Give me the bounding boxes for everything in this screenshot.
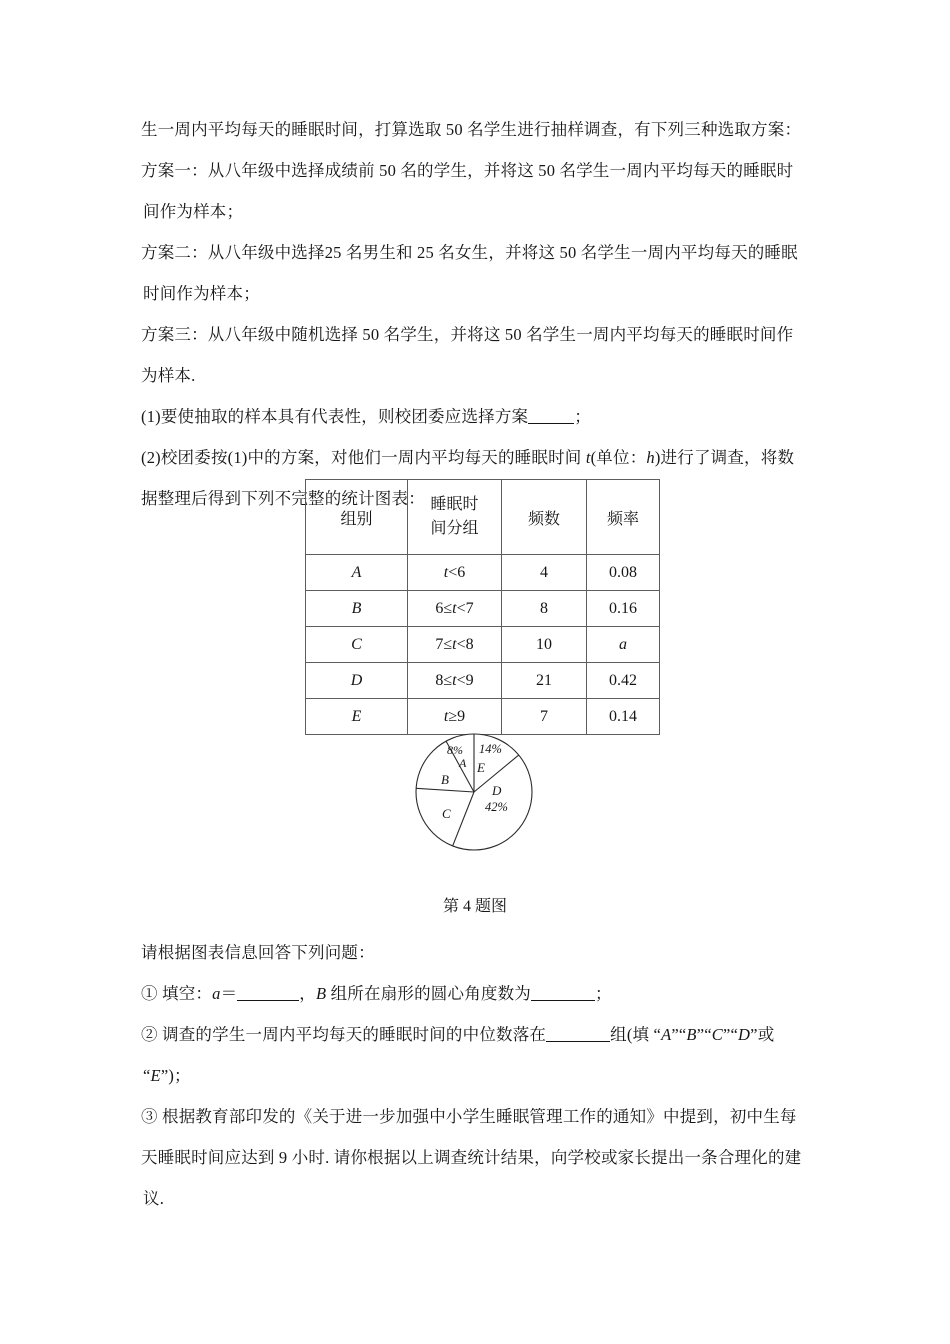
answer-blank-median-group[interactable]	[546, 1041, 610, 1042]
sub1-comma: ，	[299, 984, 316, 1003]
group-b-ref: B	[315, 984, 327, 1003]
variable-h: h	[646, 448, 655, 467]
cell-range	[408, 627, 502, 663]
range-op: <6	[448, 563, 466, 581]
cell-group: D	[306, 663, 408, 699]
sub-question-3-line-2: 天睡眠时间应达到 9 小时. 请你根据以上调查统计结果，向学校或家长提出一条合理化的建	[141, 1148, 802, 1167]
body-line-7: 为样本.	[141, 366, 196, 385]
pie-label-c: C	[442, 806, 451, 821]
pie-label-e: E	[477, 760, 485, 775]
body-line-5: 时间作为样本；	[143, 284, 260, 303]
cell-rate: 0.14	[587, 699, 660, 735]
range-lo: 6≤	[435, 599, 453, 617]
answer-prompt: 请根据图表信息回答下列问题：	[141, 943, 375, 962]
option-c: C	[711, 1025, 723, 1044]
cell-rate: a	[587, 627, 660, 663]
cell-group: C	[306, 627, 408, 663]
cell-group: B	[306, 591, 408, 627]
cell-rate: 0.08	[587, 555, 660, 591]
pie-chart	[415, 733, 533, 851]
sub1-equals: ＝	[220, 984, 238, 1003]
option-e: E	[150, 1066, 161, 1085]
question-2-line-1	[141, 450, 794, 467]
pie-label-e-percent: 14%	[479, 742, 502, 756]
answer-blank-angle[interactable]	[531, 1000, 595, 1001]
cell-range	[408, 591, 502, 627]
sub2-q2: ”“	[696, 1025, 712, 1044]
range-var: t	[452, 671, 457, 689]
sub1-prefix: ① 填空：	[141, 984, 213, 1003]
sub2-open-quote: “	[143, 1066, 151, 1085]
sub2-tail: ”或	[750, 1025, 775, 1044]
cell-range	[408, 663, 502, 699]
table-row	[306, 627, 660, 663]
question-1	[141, 409, 591, 426]
table-row	[306, 591, 660, 627]
body-line-2: 方案一：从八年级中选择成绩前 50 名的学生，并将这 50 名学生一周内平均每天的睡眠时	[141, 161, 794, 180]
statistics-table	[305, 479, 660, 735]
body-line-4: 方案二：从八年级中选择25 名男生和 25 名女生，并将这 50 名学生一周内平均每天的睡眠	[141, 243, 798, 262]
answer-blank-scheme[interactable]	[528, 423, 574, 424]
cell-count: 10	[502, 627, 587, 663]
sub-question-2-line-1	[141, 1027, 774, 1044]
sub1-suffix: ；	[595, 984, 612, 1003]
table-header-row	[306, 480, 660, 555]
table-row	[306, 699, 660, 735]
sub-question-2-line-2	[143, 1068, 191, 1085]
range-lo: 7≤	[435, 635, 453, 653]
cell-rate: 0.16	[587, 591, 660, 627]
pie-label-d: D	[492, 783, 502, 798]
table-header-group: 组别	[306, 480, 408, 555]
range-var: t	[443, 707, 449, 725]
question-1-suffix: ；	[574, 407, 591, 426]
cell-rate: 0.42	[587, 663, 660, 699]
table-row	[306, 663, 660, 699]
sub2-prefix: ② 调查的学生一周内平均每天的睡眠时间的中位数落在	[141, 1025, 547, 1044]
cell-count: 7	[502, 699, 587, 735]
answer-blank-a[interactable]	[237, 1000, 299, 1001]
question-2-line-2: 据整理后得到下列不完整的统计图表：	[141, 489, 425, 508]
cell-count: 4	[502, 555, 587, 591]
cell-range	[408, 555, 502, 591]
question-2-text-a: (2)校团委按(1)中的方案，对他们一周内平均每天的睡眠时间	[141, 448, 586, 467]
body-line-6: 方案三：从八年级中随机选择 50 名学生，并将这 50 名学生一周内平均每天的睡眠时间作	[141, 325, 794, 344]
sub2-close: ”)；	[160, 1066, 191, 1085]
pie-label-b: B	[441, 772, 449, 787]
variable-t: t	[585, 448, 591, 467]
question-1-text: (1)要使抽取的样本具有代表性，则校团委应选择方案	[141, 407, 529, 426]
table-row	[306, 555, 660, 591]
sub-question-3-line-1: ③ 根据教育部印发的《关于进一步加强中小学生睡眠管理工作的通知》中提到，初中生每	[141, 1107, 797, 1126]
sub2-q3: ”“	[722, 1025, 739, 1044]
variable-a: a	[212, 984, 221, 1003]
option-a: A	[661, 1025, 672, 1044]
body-line-3: 间作为样本；	[143, 202, 244, 221]
range-hi: <7	[456, 599, 474, 617]
option-d: D	[738, 1025, 751, 1044]
range-var: t	[452, 635, 457, 653]
range-var: t	[452, 599, 457, 617]
cell-group: E	[306, 699, 408, 735]
sub-question-1	[141, 986, 612, 1003]
cell-group: A	[306, 555, 408, 591]
cell-count: 21	[502, 663, 587, 699]
pie-chart-svg	[415, 733, 533, 851]
pie-label-a: A	[459, 756, 467, 770]
question-2-text-c: )进行了调查，将数	[654, 448, 795, 467]
question-2-text-b: (单位：	[590, 448, 647, 467]
range-hi: <8	[456, 635, 474, 653]
cell-range	[408, 699, 502, 735]
pie-label-d-percent: 42%	[485, 800, 508, 814]
range-op: ≥9	[448, 707, 466, 725]
range-lo: 8≤	[435, 671, 453, 689]
body-line-1: 生一周内平均每天的睡眠时间，打算选取 50 名学生进行抽样调查，有下列三种选取方案：	[141, 120, 802, 139]
table-header-range-line2: 间分组	[430, 520, 479, 537]
sub1-mid-text: 组所在扇形的圆心角度数为	[326, 984, 531, 1003]
sub2-mid: 组(填 “	[610, 1025, 662, 1044]
figure-caption: 第 4 题图	[442, 898, 507, 915]
table-header-rate: 频率	[587, 480, 660, 555]
pie-label-a-percent: 8%	[447, 743, 463, 757]
table-header-range-line1: 睡眠时	[430, 496, 479, 513]
table-header-range	[408, 480, 502, 555]
cell-count: 8	[502, 591, 587, 627]
range-hi: <9	[456, 671, 474, 689]
range-var: t	[443, 563, 449, 581]
sub-question-3-line-3: 议.	[143, 1189, 165, 1208]
option-b: B	[686, 1025, 697, 1044]
table-header-frequency: 频数	[502, 480, 587, 555]
sub2-q1: ”“	[671, 1025, 687, 1044]
